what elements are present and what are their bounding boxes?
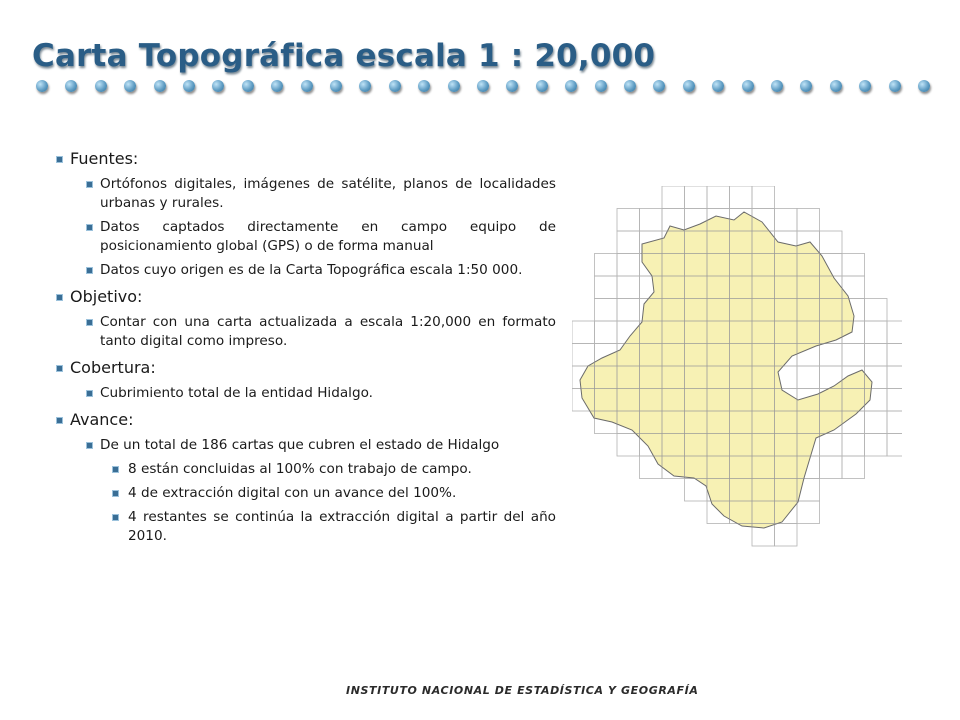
title-dot-divider: [36, 80, 936, 96]
map-grid-cell: [617, 276, 640, 299]
map-grid-cell: [775, 209, 798, 232]
list-item-text: Cubrimiento total de la entidad Hidalgo.: [100, 385, 373, 401]
divider-dot-icon: [183, 80, 195, 92]
list-item: [86, 384, 556, 403]
bullet-square-icon: [86, 390, 93, 397]
list-item-text: 4 restantes se continúa la extracción digital a partir del año 2010.: [128, 509, 556, 544]
divider-dot-icon: [65, 80, 77, 92]
map-grid-cell: [617, 299, 640, 322]
divider-dot-icon: [389, 80, 401, 92]
list-item: [86, 436, 556, 455]
section-label: Fuentes:: [70, 149, 139, 168]
map-grid-cell: [595, 321, 618, 344]
bullet-square-icon: [56, 365, 63, 372]
list-item: [86, 261, 556, 280]
section-objetivo: [56, 286, 556, 308]
list-item: [86, 175, 556, 213]
divider-dot-icon: [624, 80, 636, 92]
divider-dot-icon: [418, 80, 430, 92]
bullet-square-icon: [86, 267, 93, 274]
map-grid-cell: [820, 456, 843, 479]
map-grid-cell: [617, 231, 640, 254]
divider-dot-icon: [124, 80, 136, 92]
divider-dot-icon: [95, 80, 107, 92]
divider-dot-icon: [271, 80, 283, 92]
divider-dot-icon: [242, 80, 254, 92]
map-grid-cell: [572, 321, 595, 344]
list-item-text: Contar con una carta actualizada a escala 1:20,000 en formato tanto digital como impreso.: [100, 314, 556, 349]
bullet-square-icon: [86, 181, 93, 188]
divider-dot-icon: [653, 80, 665, 92]
divider-dot-icon: [771, 80, 783, 92]
divider-dot-icon: [212, 80, 224, 92]
list-item: [86, 313, 556, 351]
sub-list-item: [102, 484, 556, 503]
map-grid-cell: [865, 434, 888, 457]
section-label: Objetivo:: [70, 287, 143, 306]
map-grid-cell: [820, 231, 843, 254]
section-fuentes: [56, 148, 556, 170]
footer-institution: INSTITUTO NACIONAL DE ESTADÍSTICA Y GEOGRAFÍA: [346, 684, 699, 697]
map-grid-cell: [887, 411, 902, 434]
divider-dot-icon: [536, 80, 548, 92]
divider-dot-icon: [565, 80, 577, 92]
section-avance: [56, 409, 556, 431]
bullet-square-icon: [112, 514, 119, 521]
bullet-square-icon: [86, 442, 93, 449]
bullet-square-icon: [56, 294, 63, 301]
divider-dot-icon: [595, 80, 607, 92]
hidalgo-grid-map: [572, 186, 902, 558]
map-grid-cell: [685, 186, 708, 209]
map-grid-cell: [820, 434, 843, 457]
map-grid-cell: [887, 389, 902, 412]
list-item-text: De un total de 186 cartas que cubren el estado de Hidalgo: [100, 437, 500, 453]
map-grid-cell: [640, 209, 663, 232]
map-grid-cell: [617, 209, 640, 232]
divider-dot-icon: [330, 80, 342, 92]
map-grid-cell: [887, 366, 902, 389]
map-grid-cell: [617, 434, 640, 457]
list-item-text: Datos cuyo origen es de la Carta Topográfica escala 1:50 000.: [100, 262, 523, 278]
divider-dot-icon: [477, 80, 489, 92]
map-grid-cell: [887, 434, 902, 457]
map-grid-cell: [842, 434, 865, 457]
list-item-text: Ortófonos digitales, imágenes de satélite, planos de localidades urbanas y rurales.: [100, 176, 556, 211]
divider-dot-icon: [918, 80, 930, 92]
map-grid-cell: [865, 299, 888, 322]
divider-dot-icon: [683, 80, 695, 92]
list-item-text: Datos captados directamente en campo equipo de posicionamiento global (GPS) o de forma manual: [100, 219, 556, 254]
slide-content: [56, 148, 556, 546]
map-grid-cell: [572, 344, 595, 367]
divider-dot-icon: [712, 80, 724, 92]
section-cobertura: [56, 357, 556, 379]
map-grid-cell: [865, 344, 888, 367]
map-grid-cell: [797, 366, 820, 389]
map-grid-cell: [887, 321, 902, 344]
divider-dot-icon: [742, 80, 754, 92]
bullet-square-icon: [112, 490, 119, 497]
map-grid-cell: [865, 321, 888, 344]
section-label: Avance:: [70, 410, 134, 429]
list-item-text: 8 están concluidas al 100% con trabajo de campo.: [128, 461, 472, 477]
section-label: Cobertura:: [70, 358, 156, 377]
map-grid-cell: [752, 186, 775, 209]
map-grid-cell: [842, 254, 865, 277]
map-grid-cell: [595, 299, 618, 322]
map-grid-cell: [865, 411, 888, 434]
divider-dot-icon: [36, 80, 48, 92]
map-grid-cell: [707, 186, 730, 209]
list-item: [86, 218, 556, 256]
map-grid-cell: [662, 186, 685, 209]
divider-dot-icon: [800, 80, 812, 92]
bullet-square-icon: [56, 156, 63, 163]
map-grid-cell: [820, 344, 843, 367]
bullet-square-icon: [56, 417, 63, 424]
map-grid-cell: [730, 186, 753, 209]
slide-title: Carta Topográfica escala 1 : 20,000: [32, 38, 656, 74]
state-shape: [580, 212, 872, 528]
map-grid-cell: [775, 524, 798, 547]
divider-dot-icon: [889, 80, 901, 92]
bullet-square-icon: [86, 224, 93, 231]
divider-dot-icon: [830, 80, 842, 92]
divider-dot-icon: [359, 80, 371, 92]
sub-list-item: [102, 508, 556, 546]
map-grid-cell: [797, 209, 820, 232]
bullet-square-icon: [86, 319, 93, 326]
map-grid-cell: [595, 276, 618, 299]
map-grid-cell: [595, 254, 618, 277]
bullet-square-icon: [112, 466, 119, 473]
map-grid-cell: [797, 501, 820, 524]
divider-dot-icon: [448, 80, 460, 92]
divider-dot-icon: [154, 80, 166, 92]
divider-dot-icon: [506, 80, 518, 92]
map-grid-cell: [617, 254, 640, 277]
sub-list-item: [102, 460, 556, 479]
divider-dot-icon: [301, 80, 313, 92]
list-item-text: 4 de extracción digital con un avance del 100%.: [128, 485, 457, 501]
map-grid-cell: [842, 456, 865, 479]
divider-dot-icon: [859, 80, 871, 92]
map-grid-cell: [842, 344, 865, 367]
map-grid-cell: [887, 344, 902, 367]
